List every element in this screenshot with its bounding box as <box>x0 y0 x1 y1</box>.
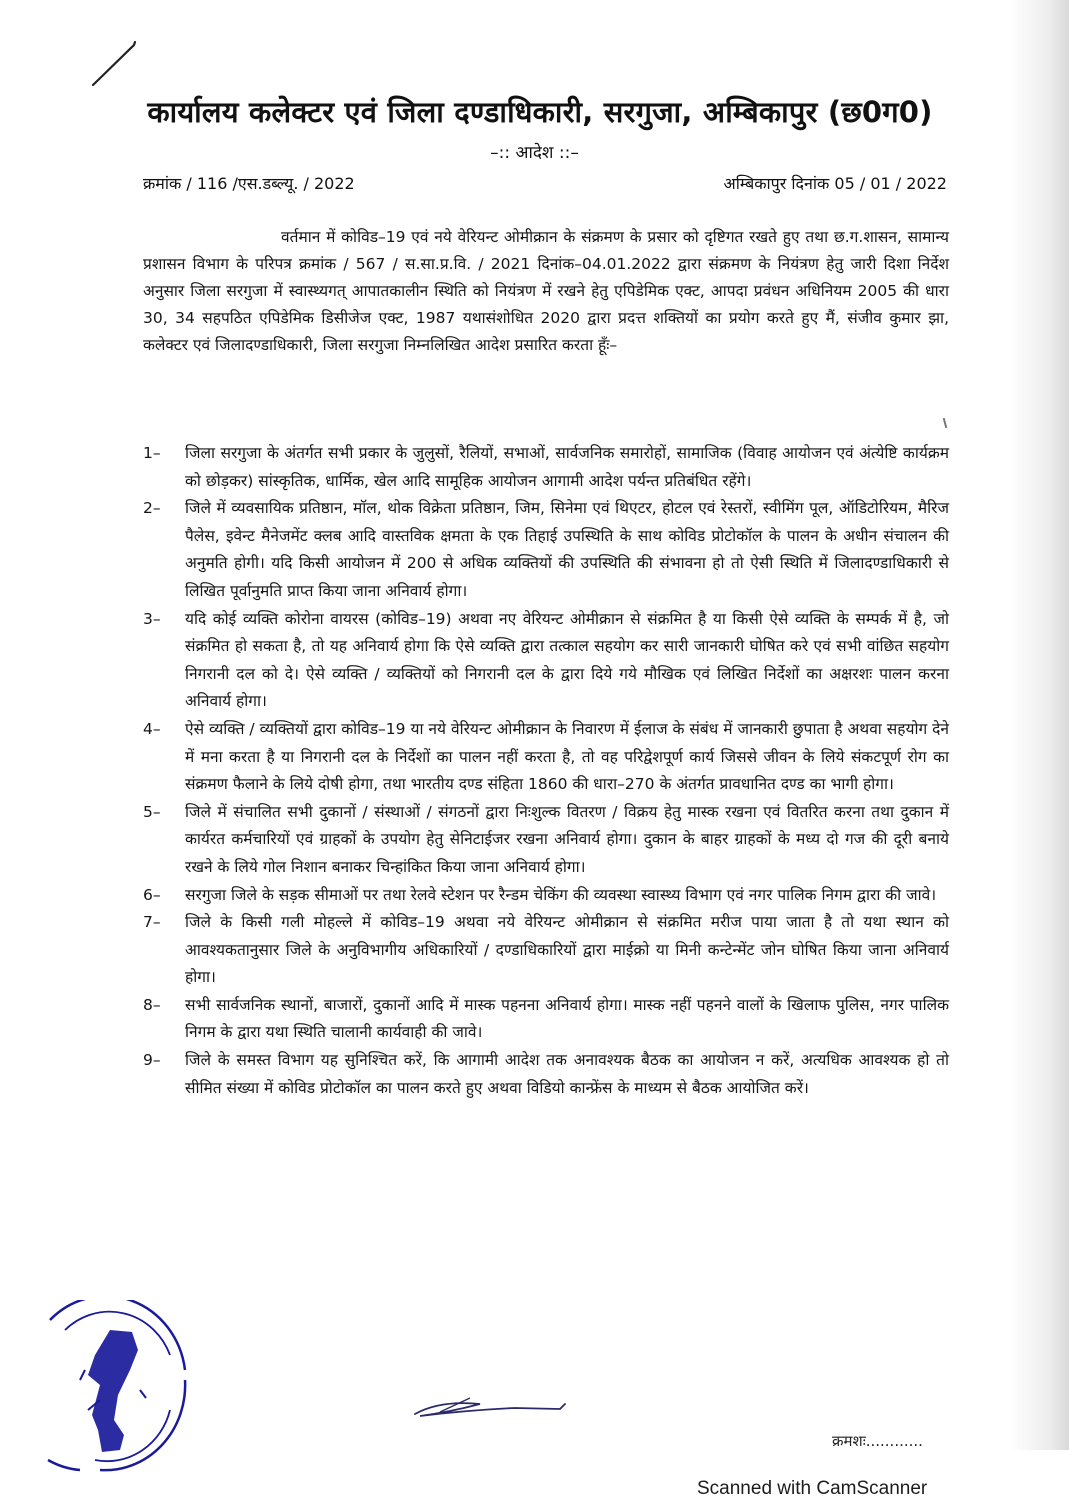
reference-number: क्रमांक / 116 /एस.डब्ल्यू. / 2022 <box>143 174 355 193</box>
point-number: 9– <box>143 1051 161 1070</box>
order-points-list <box>143 440 949 1102</box>
point-number: 5– <box>143 802 161 821</box>
point-number: 2– <box>143 499 161 518</box>
point-text: ऐसे व्यक्ति / व्यक्तियों द्वारा कोविड–19 या नये वेरियन्ट ओमीक्रान के निवारण में ईलाज के संबंध में जानकारी छुपाता है अथवा सहयोग देने में मना करता है या निगरानी दल के निर्देशों का पालन नहीं करता है, तो वह परिद्वेशपूर्ण कार्य जिससे जीवन के लिये संकटपूर्ण रोग का संक्रमण फैलाने के लिये दोषी होगा, तथा भारतीय दण्ड संहिता 1860 की धारा–270 के अंतर्गत प्रावधानित दण्ड का भागी होगा। <box>185 719 949 794</box>
point-number: 3– <box>143 609 161 628</box>
order-point-2 <box>143 495 949 605</box>
order-point-8 <box>143 992 949 1047</box>
order-point-7 <box>143 909 949 992</box>
stray-pen-mark <box>943 418 948 428</box>
scan-edge-shadow <box>1009 0 1069 1450</box>
place-and-date: अम्बिकापुर दिनांक 05 / 01 / 2022 <box>723 174 947 193</box>
order-point-1 <box>143 440 949 495</box>
office-title: कार्यालय कलेक्टर एवं जिला दण्डाधिकारी, सरगुजा, अम्बिकापुर (छ0ग0) <box>147 95 933 129</box>
camscanner-watermark: Scanned with CamScanner <box>697 1478 928 1499</box>
pen-stroke-mark <box>90 40 140 90</box>
preamble-paragraph: वर्तमान में कोविड–19 एवं नये वेरियन्ट ओमीक्रान के संक्रमण के प्रसार को दृष्टिगत रखते हुए तथा छ.ग.शासन, सामान्य प्रशासन विभाग के परिपत्र क्रमांक / 567 / स.सा.प्र.वि. / 2021 दिनांक–04.01.2022 द्वारा संक्रमण के नियंत्रण हेतु जारी दिशा निर्देश अनुसार जिला सरगुजा में स्वास्थ्यगत् आपातकालीन स्थिति को नियंत्रण में रखने हेतु एपिडेमिक एक्ट, आपदा प्रवंधन अधिनियम 2005 की धारा 30, 34 सहपठित एपिडेमिक डिसीजेज एक्ट, 1987 यथासंशोधित 2020 द्वारा प्रदत्त शक्तियों का प्रयोग करते हुए मैं, संजीव कुमार झा, कलेक्टर एवं जिलादण्डाधिकारी, जिला सरगुजा निम्नलिखित आदेश प्रसारित करता हूँः– <box>143 228 949 354</box>
order-point-5 <box>143 799 949 882</box>
point-text: जिले में व्यवसायिक प्रतिष्ठान, मॉल, थोक विक्रेता प्रतिष्ठान, जिम, सिनेमा एवं थिएटर, होटल एवं रेस्तरों, स्वीमिंग पूल, ऑडिटोरियम, मैरिज पैलेस, इवेन्ट मैनेजमेंट क्लब आदि वास्तविक क्षमता के एक तिहाई उपस्थिति के साथ कोविड प्रोटोकॉल के पालन के अधीन संचालन की अनुमति होगी। यदि किसी आयोजन में 200 से अधिक व्यक्तियों की उपस्थिति की संभावना हो तो ऐसी स्थिति में जिलादण्डाधिकारी से लिखित पूर्वानुमति प्राप्त किया जाना अनिवार्य होगा। <box>185 499 949 600</box>
official-seal-stamp <box>40 1300 190 1475</box>
continued-marker: क्रमशः............ <box>832 1432 923 1450</box>
point-text: सभी सार्वजनिक स्थानों, बाजारों, दुकानों आदि में मास्क पहनना अनिवार्य होगा। मास्क नहीं पहनने वालों के खिलाफ पुलिस, नगर पालिक निगम के द्वारा यथा स्थिति चालानी कार्यवाही की जावे। <box>185 995 949 1042</box>
point-number: 7– <box>143 913 161 932</box>
order-point-4 <box>143 716 949 799</box>
point-text: जिला सरगुजा के अंतर्गत सभी प्रकार के जुलुसों, रैलियों, सभाओं, सार्वजनिक समारोहों, सामाजिक (विवाह आयोजन एवं अंत्येष्टि कार्यक्रम को छोड़कर) सांस्कृतिक, धार्मिक, खेल आदि सामूहिक आयोजन आगामी आदेश पर्यन्त प्रतिबंधित रहेंगे। <box>185 444 949 490</box>
point-number: 4– <box>143 719 161 738</box>
point-text: जिले के किसी गली मोहल्ले में कोविड–19 अथवा नये वेरियन्ट ओमीक्रान से संक्रमित मरीज पाया जाता है तो यथा स्थान को आवश्यकतानुसार जिले के अनुविभागीय अधिकारियों / दण्डाधिकारियों द्वारा माईक्रो या मिनी कन्टेन्मेंट जोन घोषित किया जाना अनिवार्य होगा। <box>185 913 949 987</box>
point-number: 8– <box>143 995 161 1014</box>
point-text: जिले में संचालित सभी दुकानों / संस्थाओं / संगठनों द्वारा निःशुल्क वितरण / विक्रय हेतु मास्क रखना एवं वितरित करना तथा दुकान में कार्यरत कर्मचारियों एवं ग्राहकों के उपयोग हेतु सेनिटाईजर रखना अनिवार्य होगा। दुकान के बाहर ग्राहकों के मध्य दो गज की दूरी बनाये रखने के लिये गोल निशान बनाकर चिन्हांकित किया जाना अनिवार्य होगा। <box>185 802 949 876</box>
point-text: सरगुजा जिले के सड़क सीमाओं पर तथा रेलवे स्टेशन पर रैन्डम चेकिंग की व्यवस्था स्वास्थ्य विभाग एवं नगर पालिक निगम द्वारा की जावे। <box>185 885 937 904</box>
order-point-6 <box>143 882 949 910</box>
order-heading: –:: आदेश ::– <box>490 143 579 163</box>
point-text: यदि कोई व्यक्ति कोरोना वायरस (कोविड–19) अथवा नए वेरियन्ट ओमीक्रान से संक्रमित है या किसी ऐसे व्यक्ति के सम्पर्क में है, जो संक्रमित हो सकता है, तो यह अनिवार्य होगा कि ऐसे व्यक्ति द्वारा तत्काल सहयोग कर सारी जानकारी घोषित करे एवं सभी वांछित सहयोग निगरानी दल को दे। ऐसे व्यक्ति / व्यक्तियों को निगरानी दल के द्वारा दिये गये मौखिक एवं लिखित निर्देशों का अक्षरशः पालन करना अनिवार्य होगा। <box>185 609 949 711</box>
point-number: 6– <box>143 885 161 904</box>
point-text: जिले के समस्त विभाग यह सुनिश्चित करें, कि आगामी आदेश तक अनावश्यक बैठक का आयोजन न करें, अत्यधिक आवश्यक हो तो सीमित संख्या में कोविड प्रोटोकॉल का पालन करते हुए अथवा विडियो कान्फ्रेंस के माध्यम से बैठक आयोजित करें। <box>185 1051 949 1097</box>
order-point-3 <box>143 606 949 716</box>
officer-signature <box>410 1392 590 1422</box>
point-number: 1– <box>143 444 161 462</box>
order-point-9 <box>143 1047 949 1102</box>
